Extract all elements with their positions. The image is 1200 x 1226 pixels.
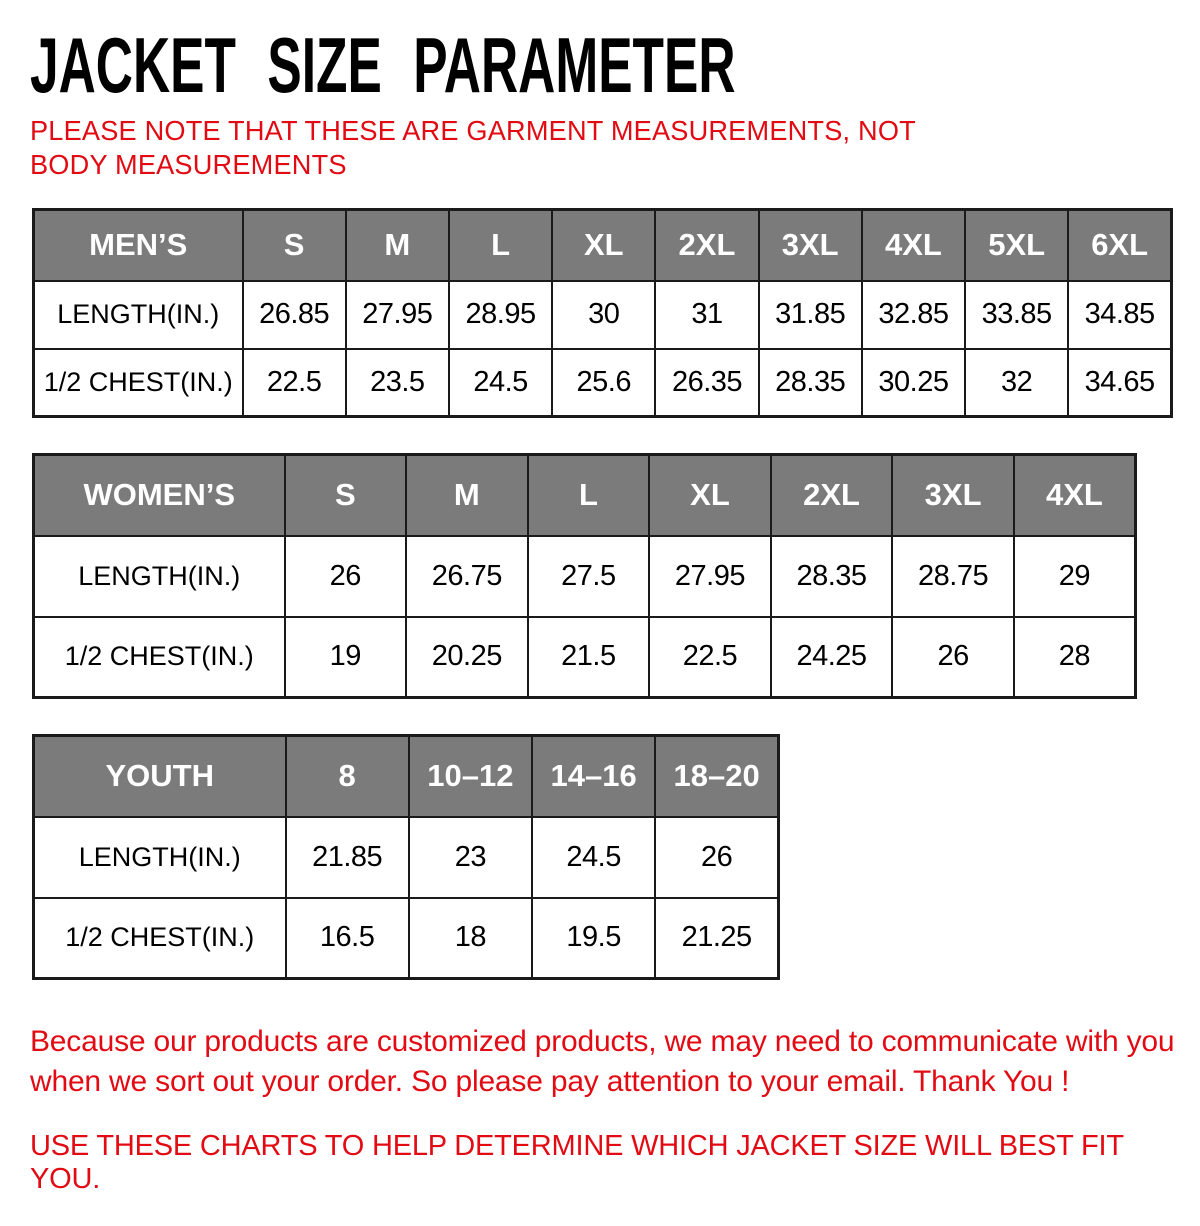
value-cell: 16.5 xyxy=(286,898,409,979)
measurement-row xyxy=(34,817,779,898)
youth-title-cell: YOUTH xyxy=(34,736,286,817)
value-cell: 28.35 xyxy=(759,349,862,417)
row-label-cell: LENGTH(IN.) xyxy=(34,536,285,617)
row-label-cell: 1/2 CHEST(IN.) xyxy=(34,617,285,698)
value-cell: 22.5 xyxy=(649,617,771,698)
size-header-cell: 4XL xyxy=(1014,455,1136,536)
size-header-cell: 2XL xyxy=(771,455,893,536)
value-cell: 32.85 xyxy=(862,281,965,349)
value-cell: 33.85 xyxy=(965,281,1068,349)
value-cell: 26 xyxy=(655,817,778,898)
size-header-cell: XL xyxy=(552,210,655,281)
size-header-cell: S xyxy=(285,455,407,536)
value-cell: 21.25 xyxy=(655,898,778,979)
size-header-cell: 5XL xyxy=(965,210,1068,281)
fit-instruction-note: USE THESE CHARTS TO HELP DETERMINE WHICH JACKET SIZE WILL BEST FIT YOU. xyxy=(30,1129,1124,1195)
youth-size-table xyxy=(32,734,780,980)
value-cell: 23.5 xyxy=(346,349,449,417)
value-cell: 26 xyxy=(285,536,407,617)
value-cell: 30 xyxy=(552,281,655,349)
row-label-cell: 1/2 CHEST(IN.) xyxy=(34,349,243,417)
measurement-row xyxy=(34,617,1136,698)
mens-header-row xyxy=(34,210,1172,281)
value-cell: 26.35 xyxy=(655,349,758,417)
value-cell: 21.85 xyxy=(286,817,409,898)
value-cell: 29 xyxy=(1014,536,1136,617)
page-title: JACKET SIZE PARAMETER xyxy=(30,21,736,109)
value-cell: 19 xyxy=(285,617,407,698)
value-cell: 31 xyxy=(655,281,758,349)
size-header-cell: XL xyxy=(649,455,771,536)
mens-size-table xyxy=(32,208,1173,418)
value-cell: 18 xyxy=(409,898,532,979)
value-cell: 28 xyxy=(1014,617,1136,698)
size-header-cell: 18–20 xyxy=(655,736,778,817)
value-cell: 20.25 xyxy=(406,617,528,698)
value-cell: 26 xyxy=(892,617,1014,698)
row-label-cell: 1/2 CHEST(IN.) xyxy=(34,898,286,979)
value-cell: 22.5 xyxy=(243,349,346,417)
mens-title-cell: MEN’S xyxy=(34,210,243,281)
womens-title-cell: WOMEN’S xyxy=(34,455,285,536)
value-cell: 27.95 xyxy=(649,536,771,617)
row-label-cell: LENGTH(IN.) xyxy=(34,281,243,349)
size-header-cell: L xyxy=(449,210,552,281)
measurement-row xyxy=(34,281,1172,349)
value-cell: 24.25 xyxy=(771,617,893,698)
garment-measurement-note: PLEASE NOTE THAT THESE ARE GARMENT MEASUREMENTS, NOT BODY MEASUREMENTS xyxy=(30,115,916,180)
size-header-cell: M xyxy=(406,455,528,536)
measurement-row xyxy=(34,536,1136,617)
value-cell: 34.65 xyxy=(1068,349,1171,417)
value-cell: 19.5 xyxy=(532,898,655,979)
size-header-cell: 8 xyxy=(286,736,409,817)
measurement-row xyxy=(34,898,779,979)
size-header-cell: M xyxy=(346,210,449,281)
value-cell: 23 xyxy=(409,817,532,898)
value-cell: 24.5 xyxy=(449,349,552,417)
value-cell: 30.25 xyxy=(862,349,965,417)
value-cell: 34.85 xyxy=(1068,281,1171,349)
value-cell: 26.75 xyxy=(406,536,528,617)
jacket-size-chart-page xyxy=(0,21,1200,1226)
size-header-cell: 10–12 xyxy=(409,736,532,817)
value-cell: 25.6 xyxy=(552,349,655,417)
value-cell: 24.5 xyxy=(532,817,655,898)
value-cell: 32 xyxy=(965,349,1068,417)
youth-header-row xyxy=(34,736,779,817)
size-header-cell: 3XL xyxy=(759,210,862,281)
size-header-cell: 14–16 xyxy=(532,736,655,817)
measurement-row xyxy=(34,349,1172,417)
row-label-cell: LENGTH(IN.) xyxy=(34,817,286,898)
value-cell: 31.85 xyxy=(759,281,862,349)
size-header-cell: 3XL xyxy=(892,455,1014,536)
size-header-cell: 2XL xyxy=(655,210,758,281)
womens-size-table xyxy=(32,453,1137,699)
value-cell: 27.95 xyxy=(346,281,449,349)
size-header-cell: 4XL xyxy=(862,210,965,281)
value-cell: 26.85 xyxy=(243,281,346,349)
customization-email-note: Because our products are customized products, we may need to communicate with you when we sort out your order. So please pay attention to your email. Thank You ! xyxy=(30,1025,1175,1099)
size-header-cell: S xyxy=(243,210,346,281)
value-cell: 28.75 xyxy=(892,536,1014,617)
size-header-cell: 6XL xyxy=(1068,210,1171,281)
value-cell: 27.5 xyxy=(528,536,650,617)
size-header-cell: L xyxy=(528,455,650,536)
value-cell: 28.35 xyxy=(771,536,893,617)
womens-header-row xyxy=(34,455,1136,536)
value-cell: 28.95 xyxy=(449,281,552,349)
value-cell: 21.5 xyxy=(528,617,650,698)
